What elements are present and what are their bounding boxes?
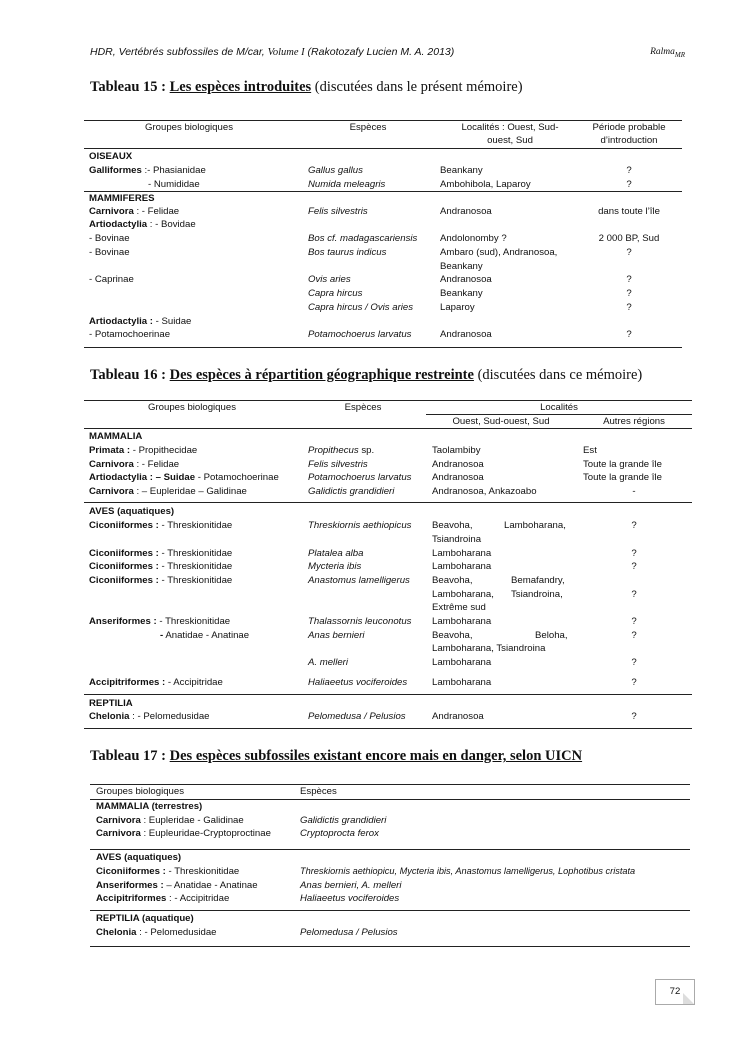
species-name: Haliaeetus vociferoides (300, 893, 400, 904)
table-row: Ciconiiformes : - Threskionitidae (89, 520, 233, 531)
other-region: ? (631, 630, 637, 641)
table-row: - Bovinae (89, 233, 130, 244)
period: ? (626, 274, 632, 285)
table-rule (90, 946, 690, 947)
locality: Extrême sud (432, 602, 486, 613)
author-mark: Ralma$_{MR}$ (650, 47, 685, 59)
column-header: d’introduction (600, 135, 658, 146)
other-region: ? (631, 711, 637, 722)
table-row: Anseriformes : – Anatidae - Anatinae (96, 880, 258, 891)
period: 2 000 BP, Sud (598, 233, 660, 244)
table-rule (90, 910, 690, 911)
species-name: Bos cf. madagascariensis (308, 233, 418, 244)
locality: Lamboharana, (432, 589, 494, 600)
group-heading: AVES (aquatiques) (96, 852, 182, 863)
table-rule (84, 502, 692, 503)
species-name: Galidictis grandidieri (308, 486, 395, 497)
other-region: - (632, 486, 636, 497)
period: ? (626, 329, 632, 340)
group-heading: REPTILIA (aquatique) (96, 913, 194, 924)
period: dans toute l’île (598, 206, 660, 217)
table-row: Anseriformes : - Threskionitidae (89, 616, 231, 627)
locality: Andranosoa (432, 459, 484, 470)
other-region: ? (631, 677, 637, 688)
species-name: Bos taurus indicus (308, 247, 387, 258)
locality: Andranosoa (432, 711, 484, 722)
locality: Ambohibola, Laparoy (440, 179, 531, 190)
column-header: Autres régions (603, 416, 665, 427)
table-row: - Potamochoerinae (89, 329, 171, 340)
column-header: ouest, Sud (487, 135, 533, 146)
species-name: Pelomedusa / Pelusios (308, 711, 406, 722)
species-name: Gallus gallus (308, 165, 363, 176)
other-region: Toute la grande île (583, 472, 662, 483)
locality: Tsiandroina (432, 534, 482, 545)
page-number: 72 (655, 979, 695, 1005)
species-name: Haliaeetus vociferoides (308, 677, 408, 688)
period: ? (626, 247, 632, 258)
table-row: Artiodactylia : - Bovidae (89, 219, 196, 230)
table-rule (84, 148, 682, 149)
species-name: Felis silvestris (308, 459, 368, 470)
period: ? (626, 179, 632, 190)
locality: Bemafandry, (511, 575, 565, 586)
group-heading: OISEAUX (89, 151, 133, 162)
species-name: Potamochoerus larvatus (308, 329, 412, 340)
table-row: Carnivora : - Felidae (89, 206, 180, 217)
species-name: Potamochoerus larvatus (308, 472, 412, 483)
table-row: Ciconiiformes : - Threskionitidae (89, 548, 233, 559)
column-header: Localités : Ouest, Sud- (461, 122, 559, 133)
table-row: Artiodactylia : – Suidae - Potamochoerinae (89, 472, 279, 483)
table-rule (84, 347, 682, 348)
locality: Andranosoa (440, 206, 492, 217)
table-row: Accipitriformes : - Accipitridae (96, 893, 230, 904)
table-rule (84, 428, 692, 429)
table-row: Carnivora : Eupleridae - Galidinae (96, 815, 244, 826)
species-name: Capra hircus / Ovis aries (308, 302, 414, 313)
column-header: Ouest, Sud-ouest, Sud (452, 416, 550, 427)
table-rule (84, 728, 692, 729)
locality: Laparoy (440, 302, 475, 313)
table-row: Carnivora : – Eupleridae – Galidinae (89, 486, 247, 497)
table-rule (84, 191, 682, 192)
other-region: ? (631, 589, 637, 600)
column-header: Période probable (592, 122, 666, 133)
species-name: Threskiornis aethiopicus (308, 520, 412, 531)
column-header: Espèces (349, 122, 387, 133)
species-name: Anas bernieri (308, 630, 365, 641)
species-name: Mycteria ibis (308, 561, 362, 572)
column-header: Groupes biologiques (144, 122, 233, 133)
locality: Lamboharana (432, 657, 492, 668)
table-row: Ciconiiformes : - Threskionitidae (96, 866, 240, 877)
table-row: Chelonia : - Pelomedusidae (96, 927, 217, 938)
group-heading: REPTILIA (89, 698, 133, 709)
species-name: Capra hircus (308, 288, 363, 299)
locality: Beavoha, (432, 520, 473, 531)
table-row: - Numididae (148, 179, 200, 190)
species-name: Pelomedusa / Pelusios (300, 927, 398, 938)
locality: Tsiandroina, (511, 589, 563, 600)
table-rule (90, 849, 690, 850)
table-row: - Caprinae (89, 274, 134, 285)
group-heading: MAMMALIA (terrestres) (96, 801, 203, 812)
locality: Lamboharana, (504, 520, 566, 531)
table-16-caption: Tableau 16 : Des espèces à répartition géographique restreinte (discutées dans ce mémoire) (90, 367, 643, 383)
table-row: Chelonia : - Pelomedusidae (89, 711, 210, 722)
other-region: ? (631, 616, 637, 627)
column-header: Localités (540, 402, 578, 413)
table-row: - Anatidae - Anatinae (160, 630, 250, 641)
locality: Beloha, (535, 630, 568, 641)
table-row: Carnivora : - Felidae (89, 459, 180, 470)
other-region: Toute la grande île (583, 459, 662, 470)
locality: Andranosoa, Ankazoabo (432, 486, 537, 497)
locality: Beankany (440, 261, 483, 272)
locality: Lamboharana (432, 616, 492, 627)
column-header: Groupes biologiques (96, 786, 185, 797)
species-name: Anas bernieri, A. melleri (300, 880, 402, 891)
locality: Andranosoa (440, 274, 492, 285)
table-row: Artiodactylia : - Suidae (89, 316, 192, 327)
running-header: HDR, Vertébrés subfossiles de M/car, Volume I (Rakotozafy Lucien M. A. 2013) (90, 46, 455, 58)
species-name: Propithecus sp. (308, 445, 375, 456)
group-heading: AVES (aquatiques) (89, 506, 175, 517)
table-row: Ciconiiformes : - Threskionitidae (89, 561, 233, 572)
locality: Beankany (440, 288, 483, 299)
species-name: Ovis aries (308, 274, 351, 285)
table-rule (84, 694, 692, 695)
species-name: Threskiornis aethiopicu, Mycteria ibis, Anastomus lamelligerus, Lophotibus cristata (300, 866, 636, 876)
table-row: Primata : - Propithecidae (89, 445, 198, 456)
species-name: Platalea alba (308, 548, 364, 559)
group-heading: MAMMIFERES (89, 193, 155, 204)
species-name: Thalassornis leuconotus (308, 616, 412, 627)
other-region: Est (583, 445, 597, 456)
table-17-caption: Tableau 17 : Des espèces subfossiles existant encore mais en danger, selon UICN (90, 748, 583, 764)
locality: Taolambiby (432, 445, 481, 456)
other-region: ? (631, 548, 637, 559)
column-header: Espèces (300, 786, 337, 797)
other-region: ? (631, 561, 637, 572)
table-row: - Bovinae (89, 247, 130, 258)
locality: Lamboharana, Tsiandroina (432, 643, 546, 654)
species-name: Cryptoprocta ferox (300, 828, 379, 839)
locality: Andranosoa (432, 472, 484, 483)
locality: Beavoha, (432, 575, 473, 586)
locality: Andolonomby ? (440, 233, 507, 244)
other-region: ? (631, 657, 637, 668)
locality: Lamboharana (432, 677, 492, 688)
locality: Beavoha, (432, 630, 473, 641)
other-region: ? (631, 520, 637, 531)
species-name: Anastomus lamelligerus (308, 575, 410, 586)
locality: Andranosoa (440, 329, 492, 340)
column-header: Groupes biologiques (147, 402, 236, 413)
table-15-caption: Tableau 15 : Les espèces introduites (discutées dans le présent mémoire) (90, 79, 523, 95)
page-fold-corner (683, 993, 694, 1004)
species-name: Numida meleagris (308, 179, 386, 190)
group-heading: MAMMALIA (89, 431, 143, 442)
period: ? (626, 288, 632, 299)
locality: Lamboharana (432, 561, 492, 572)
table-row: Galliformes :- Phasianidae (89, 165, 206, 176)
species-name: Galidictis grandidieri (300, 815, 387, 826)
period: ? (626, 165, 632, 176)
locality: Ambaro (sud), Andranosoa, (440, 247, 558, 258)
period: ? (626, 302, 632, 313)
species-name: A. melleri (308, 657, 348, 668)
column-header: Espèces (344, 402, 382, 413)
locality: Beankany (440, 165, 483, 176)
locality: Lamboharana (432, 548, 492, 559)
species-name: Felis silvestris (308, 206, 368, 217)
table-row: Carnivora : Eupleuridae-Cryptoproctinae (96, 828, 271, 839)
table-row: Accipitriformes : - Accipitridae (89, 677, 223, 688)
table-row: Ciconiiformes : - Threskionitidae (89, 575, 233, 586)
